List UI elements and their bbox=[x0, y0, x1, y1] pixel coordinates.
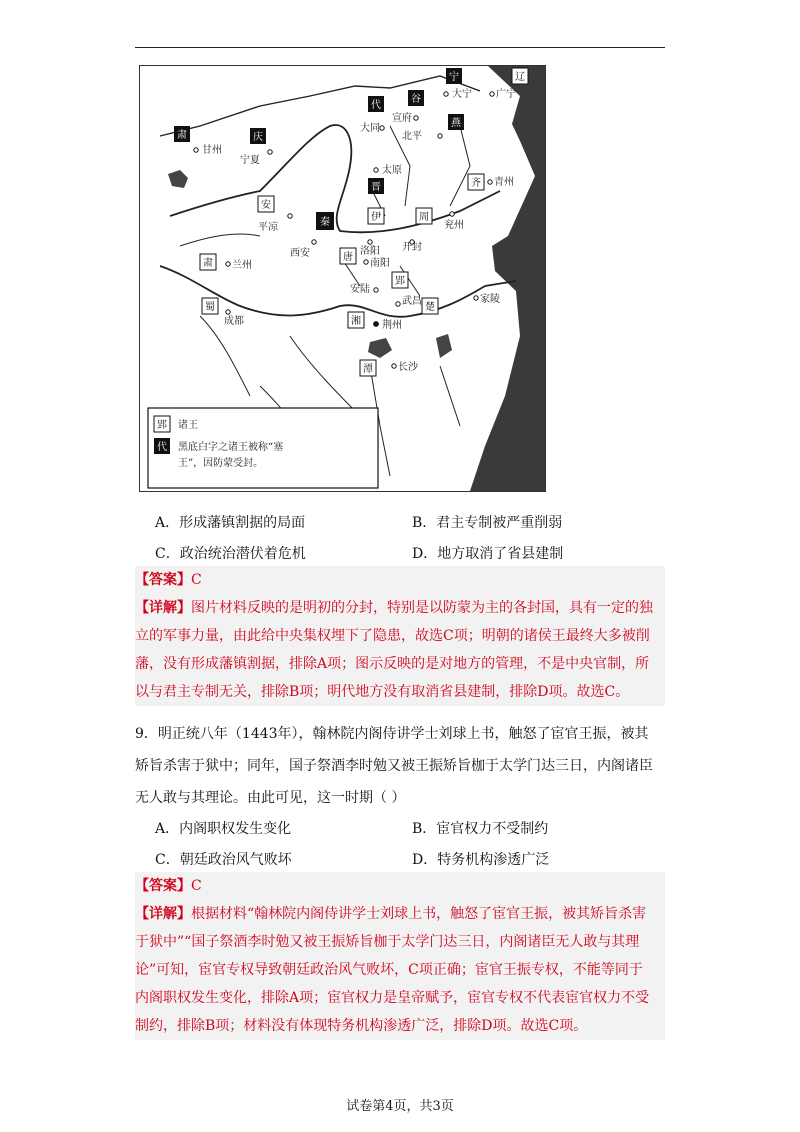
q9-answer-line bbox=[135, 872, 665, 900]
q9-option-c: C．朝廷政治风气败坏 bbox=[155, 852, 292, 868]
map-legend bbox=[148, 408, 378, 488]
svg-text:谷: 谷 bbox=[411, 94, 421, 105]
q9-answer-tag: 【答案】 bbox=[135, 878, 191, 894]
q8-option-a: A．形成藩镇割据的局面 bbox=[155, 515, 306, 531]
svg-text:太原: 太原 bbox=[382, 165, 402, 176]
q9-detail-text-1: 根据材料“翰林院内阁侍讲学士刘球上书，触怒了宦官王振，被其矫旨杀害 bbox=[191, 906, 647, 922]
city-qingzhou bbox=[488, 175, 514, 188]
city-pingliang bbox=[258, 214, 292, 233]
region-yan bbox=[448, 114, 464, 130]
q9-answer-value: C bbox=[191, 878, 202, 894]
q8-answer-line bbox=[135, 566, 665, 594]
q8-detail-line-2: 立的军事力量，由此给中央集权埋下了隐患，故选C项；明朝的诸侯王最终大多被削 bbox=[135, 628, 650, 644]
svg-text:甘州: 甘州 bbox=[202, 145, 222, 156]
region-shu bbox=[202, 298, 218, 314]
q8-option-b: B．君主专制被严重削弱 bbox=[412, 515, 563, 531]
city-ningxia bbox=[240, 150, 272, 166]
svg-text:荆州: 荆州 bbox=[382, 320, 402, 331]
city-daning bbox=[444, 87, 472, 100]
region-liao bbox=[512, 68, 528, 84]
svg-text:周: 周 bbox=[419, 212, 429, 223]
q9-detail-line-5: 制约，排除B项；材料没有体现特务机构渗透广泛，排除D项。故选C项。 bbox=[135, 1018, 588, 1034]
region-jin bbox=[368, 178, 384, 194]
city-jingzhou bbox=[374, 318, 402, 331]
q9-option-a: A．内阁职权发生变化 bbox=[155, 821, 292, 837]
legend-white-sample: 郢 bbox=[157, 420, 167, 431]
svg-text:晋: 晋 bbox=[371, 182, 381, 193]
city-guangning bbox=[490, 87, 516, 100]
svg-text:家陵: 家陵 bbox=[480, 294, 500, 305]
header-rule bbox=[135, 47, 665, 48]
page-footer: 试卷第4页，共3页 bbox=[346, 1099, 454, 1114]
q9-answer-block bbox=[135, 872, 665, 1040]
q8-option-d: D．地方取消了省县建制 bbox=[412, 546, 564, 562]
q9-question bbox=[135, 718, 665, 814]
city-changsha bbox=[392, 360, 419, 373]
q8-answer-block bbox=[135, 566, 665, 706]
q8-detail-line-4: 以与君主专制无关，排除B项；明代地方没有取消省县建制，排除D项。故选C。 bbox=[135, 684, 630, 700]
svg-text:代: 代 bbox=[371, 100, 381, 111]
region-chu bbox=[422, 298, 438, 314]
city-nanyang bbox=[364, 256, 390, 269]
svg-text:平凉: 平凉 bbox=[258, 222, 278, 233]
q9-line-1: 9．明正统八年（1443年），翰林院内阁侍讲学士刘球上书，触怒了宦官王振，被其 bbox=[135, 726, 649, 742]
city-beiping bbox=[402, 130, 442, 142]
svg-text:潭: 潭 bbox=[363, 364, 373, 375]
city-anlu bbox=[350, 282, 378, 295]
region-dai bbox=[368, 96, 384, 112]
city-yanzhou bbox=[444, 212, 464, 231]
svg-text:青州: 青州 bbox=[494, 177, 514, 188]
svg-text:开封: 开封 bbox=[402, 242, 422, 253]
q9-detail-line-2: 于狱中”“国子祭酒李时勉又被王振矫旨枷于太学门达三日，内阁诸臣无人敢与其理 bbox=[135, 934, 640, 950]
svg-text:成都: 成都 bbox=[224, 316, 244, 327]
q9-detail-line-1 bbox=[135, 900, 665, 928]
svg-text:宁夏: 宁夏 bbox=[240, 155, 260, 166]
city-luoyang bbox=[360, 240, 380, 257]
city-datong bbox=[360, 121, 384, 134]
q8-detail-text-1: 图片材料反映的是明初的分封，特别是以防蒙为主的各封国，具有一定的独 bbox=[191, 600, 653, 616]
city-xuanfu bbox=[392, 111, 418, 124]
svg-text:肃: 肃 bbox=[177, 130, 187, 141]
q9-line-3: 无人敢与其理论。由此可见，这一时期（ ） bbox=[135, 790, 406, 806]
svg-text:郢: 郢 bbox=[395, 276, 405, 287]
svg-text:兰州: 兰州 bbox=[232, 260, 252, 271]
svg-text:秦: 秦 bbox=[320, 217, 330, 228]
q9-option-d: D．特务机构渗透广泛 bbox=[412, 852, 550, 868]
svg-text:齐: 齐 bbox=[471, 178, 481, 189]
svg-text:广宁: 广宁 bbox=[496, 89, 516, 100]
city-taiyuan bbox=[374, 163, 402, 176]
q8-option-c: C．政治统治潜伏着危机 bbox=[155, 546, 306, 562]
q8-detail-tag: 【详解】 bbox=[135, 600, 191, 616]
svg-text:兖州: 兖州 bbox=[444, 220, 464, 231]
region-su bbox=[174, 126, 190, 142]
svg-text:安: 安 bbox=[261, 200, 271, 211]
region-qing bbox=[250, 128, 266, 144]
region-yi bbox=[368, 208, 384, 224]
q9-detail-line-4: 内阁职权发生变化，排除A项；宦官权力是皇帝赋予，宦官专权不代表宦官权力不受 bbox=[135, 990, 650, 1006]
svg-text:长沙: 长沙 bbox=[398, 362, 418, 373]
northern-border bbox=[160, 76, 480, 136]
svg-text:西安: 西安 bbox=[290, 248, 310, 259]
svg-text:湘: 湘 bbox=[351, 316, 361, 327]
city-xian bbox=[290, 240, 316, 259]
legend-black-text-2: 王”，因防蒙受封。 bbox=[178, 458, 264, 469]
svg-text:肃: 肃 bbox=[203, 258, 213, 269]
q8-answer-value: C bbox=[191, 572, 202, 588]
region-qin bbox=[316, 212, 334, 230]
region-qi bbox=[468, 174, 484, 190]
svg-text:楚: 楚 bbox=[425, 302, 435, 313]
svg-text:宁: 宁 bbox=[449, 72, 459, 83]
svg-text:洛阳: 洛阳 bbox=[360, 246, 380, 257]
region-ning bbox=[446, 68, 462, 84]
region-an bbox=[258, 196, 274, 212]
svg-text:南阳: 南阳 bbox=[370, 258, 390, 269]
region-ying bbox=[392, 272, 408, 288]
svg-text:蜀: 蜀 bbox=[205, 302, 215, 313]
legend-black-sample: 代 bbox=[157, 442, 167, 453]
city-wuchang bbox=[396, 294, 422, 307]
city-chengdu bbox=[224, 310, 244, 327]
map-svg bbox=[140, 66, 545, 491]
svg-text:北平: 北平 bbox=[402, 131, 422, 142]
q9-option-b: B．宦官权力不受制约 bbox=[412, 821, 549, 837]
svg-text:安陆: 安陆 bbox=[350, 284, 370, 295]
legend-black-text-1: 黑底白字之诸王被称“塞 bbox=[178, 442, 284, 453]
city-ganzhou bbox=[194, 143, 222, 156]
svg-text:伊: 伊 bbox=[371, 212, 381, 223]
region-su2 bbox=[200, 254, 216, 270]
svg-text:庆: 庆 bbox=[253, 132, 263, 143]
svg-text:辽: 辽 bbox=[515, 72, 525, 83]
region-gu bbox=[408, 90, 424, 106]
city-jiangling bbox=[474, 292, 500, 305]
ming-fiefdom-map bbox=[139, 65, 546, 492]
city-lanzhou bbox=[226, 258, 252, 271]
svg-text:武昌: 武昌 bbox=[402, 296, 422, 307]
q8-detail-line-3: 藩，没有形成藩镇割据，排除A项；图示反映的是对地方的管理，不是中央官制，所 bbox=[135, 656, 650, 672]
sea-area bbox=[470, 66, 545, 491]
region-xiang bbox=[348, 312, 364, 328]
city-kaifeng bbox=[402, 240, 422, 253]
svg-text:燕: 燕 bbox=[451, 118, 461, 129]
q9-detail-line-3: 论”可知，宦官专权导致朝廷政治风气败坏，C项正确；宦官王振专权，不能等同于 bbox=[135, 962, 643, 978]
region-tang bbox=[340, 248, 356, 264]
svg-text:唐: 唐 bbox=[343, 252, 353, 263]
svg-text:大宁: 大宁 bbox=[452, 89, 472, 100]
q8-detail-line-1 bbox=[135, 594, 665, 622]
q9-line-2: 矫旨杀害于狱中；同年，国子祭酒李时勉又被王振矫旨枷于太学门达三日，内阁诸臣 bbox=[135, 758, 653, 774]
region-tan bbox=[360, 360, 376, 376]
svg-text:大同: 大同 bbox=[360, 123, 380, 134]
lake-west bbox=[168, 170, 188, 188]
legend-white-text: 诸王 bbox=[178, 420, 198, 431]
region-zhou bbox=[416, 208, 432, 224]
q9-detail-tag: 【详解】 bbox=[135, 906, 191, 922]
lake-dongting bbox=[368, 338, 392, 358]
lake-poyang bbox=[436, 334, 452, 358]
q8-answer-tag: 【答案】 bbox=[135, 572, 191, 588]
svg-text:宣府: 宣府 bbox=[392, 113, 412, 124]
